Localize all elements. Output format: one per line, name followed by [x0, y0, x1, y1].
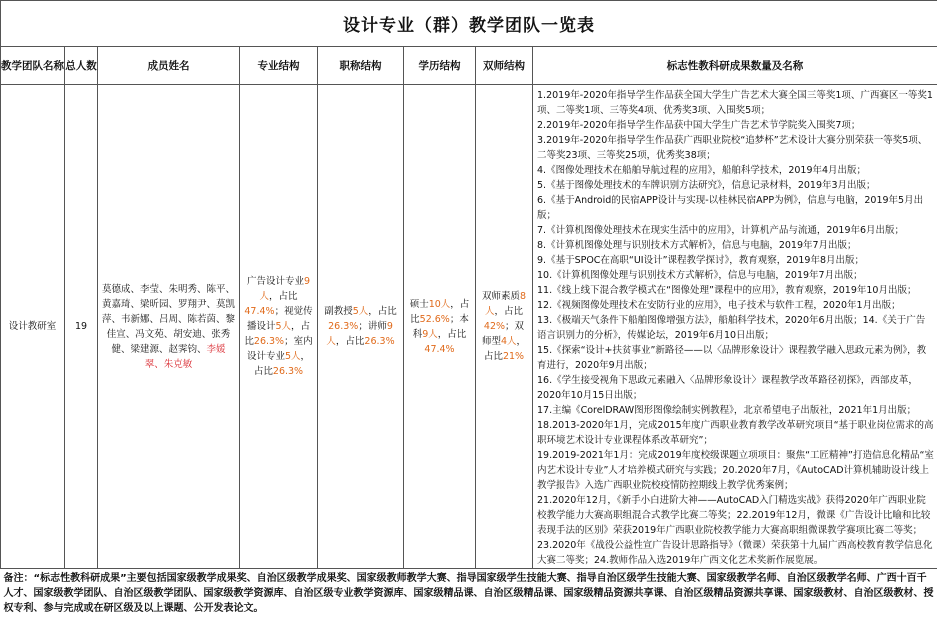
dual-part: 4人	[501, 336, 517, 347]
achievement-item: 8.《计算机图像处理与识别技术方式解析》，信息与电脑，2019年7月出版；	[537, 238, 934, 253]
header-total: 总人数	[65, 47, 98, 85]
title-part: 26.3%	[328, 321, 358, 332]
dual-part: 8人	[485, 291, 526, 317]
education-part: 硕士	[410, 299, 429, 310]
header-members: 成员姓名	[98, 47, 240, 85]
title-part: ，占比	[336, 336, 365, 347]
education-part: ；本科	[413, 314, 469, 340]
title-part: 5人	[353, 306, 369, 317]
dual-part: 21%	[503, 351, 524, 362]
major-part: 47.4%	[244, 306, 274, 317]
header-achievements: 标志性教科研成果数量及名称	[533, 47, 937, 85]
achievement-item: 12.《视频图像处理技术在安防行业的应用》，电子技术与软件工程，2020年1月出版；	[537, 298, 934, 313]
members-cell	[98, 85, 240, 569]
achievements-cell	[533, 85, 937, 569]
achievement-item: 4.《图像处理技术在船舶导航过程的应用》，船舶科学技术，2019年4月出版；	[537, 163, 934, 178]
header-title-structure: 职称结构	[318, 47, 404, 85]
major-part: ；视觉传播设计	[247, 306, 313, 332]
header-education-structure: 学历结构	[404, 47, 476, 85]
achievement-item: 15.《探索“设计+扶贫事业”新路径——以〈品牌形象设计〉课程教学融入思政元素为例》，教育进行，2020年9月出版；	[537, 343, 934, 373]
dual-part: 42%	[484, 321, 505, 332]
achievement-item: 11.《线上线下混合教学模式在“图像处理”课程中的应用》，教育观察，2019年10月出版；	[537, 283, 934, 298]
page-title: 设计专业（群）教学团队一览表	[1, 1, 937, 47]
major-part: ，占比	[244, 321, 310, 347]
dual-part: 双师素质	[482, 291, 520, 302]
major-part: 5人	[275, 321, 291, 332]
title-part: 26.3%	[364, 336, 394, 347]
major-part: 26.3%	[273, 366, 303, 377]
achievement-item: 10.《计算机图像处理与识别技术方式解析》，信息与电脑，2019年7月出版；	[537, 268, 934, 283]
members-new-text: 李媛翠、朱克敏	[145, 344, 226, 370]
title-part: ，占比	[368, 306, 397, 317]
achievement-item: 9.《基于SPOC在高职“UI设计”课程教学探讨》，教育观察，2019年8月出版；	[537, 253, 934, 268]
title-part: 副教授	[324, 306, 353, 317]
dual-part: ，占比	[495, 306, 524, 317]
achievement-item: 2.2019年-2020年指导学生作品获中国大学生广告艺术节学院奖入围奖7项；	[537, 118, 934, 133]
major-part: ，占比	[269, 291, 298, 302]
education-structure-cell	[404, 85, 476, 569]
title-structure-cell	[318, 85, 404, 569]
education-part: 52.6%	[420, 314, 450, 325]
major-structure-cell	[240, 85, 318, 569]
major-part: 5人	[285, 351, 301, 362]
achievement-item: 3.2019年-2020年指导学生作品获广西职业院校“追梦杯”艺术设计大赛分别荣获一等奖5项、二等奖23项、三等奖25项，优秀奖38项；	[537, 133, 934, 163]
dual-part: ，占比	[484, 336, 526, 362]
major-part: 26.3%	[254, 336, 284, 347]
major-part: ，占比	[254, 351, 310, 377]
achievement-item: 13.《极端天气条件下船舶图像增强方法》，船舶科学技术，2020年6月出版；14.《关于广告语言识别力的分析》，传媒论坛，2019年6月10日出版；	[537, 313, 934, 343]
major-part: 广告设计专业	[247, 276, 304, 287]
achievement-item: 7.《计算机图像处理技术在现实生活中的应用》，计算机产品与流通，2019年6月出版；	[537, 223, 934, 238]
achievement-item: 6.《基于Android的民宿APP设计与实现-以桂林民宿APP为例》，信息与电脑，2019年5月出版；	[537, 193, 934, 223]
footnote: 备注：“标志性教科研成果”主要包括国家级教学成果奖、自治区级教学成果奖、国家级教师教学大赛、指导国家级学生技能大赛、指导自治区级学生技能大赛、国家级教学名师、自治区级教学名师、广西十百千人才、国家级教学团队、自治区级教学团队、国家级教学资源库、自治区级专业教学资源库、国家级精品课、自治区级精品课、国家级精品资源共享课、自治区级精品资源共享课、国家级教材、自治区级教材、授权专利、参与完成或在研区级及以上课题、公开发表论文。	[1, 569, 937, 623]
achievement-item: 5.《基于图像处理技术的车牌识别方法研究》，信息记录材料，2019年3月出版；	[537, 178, 934, 193]
members-text: 莫德成、李莹、朱明秀、陈平、黄嘉琦、梁昕园、罗翔尹、莫凯萍、韦新娜、吕周、陈若茵、黎佳宣、冯文苑、胡安迪、张秀健、梁建源、赵霁钧、	[102, 284, 235, 355]
header-dual-structure: 双师结构	[476, 47, 533, 85]
achievement-item: 19.2019-2021年1月：完成2019年度校级课题立项项目：聚焦“工匠精神”打造信息化精品“室内艺术设计专业”人才培养模式研究与实践；20.2020年7月，《AutoCAD计算机辅助设计线上教学报告》入选广西职业院校疫情防控期线上教学优秀案例；	[537, 448, 934, 493]
achievement-item: 21.2020年12月，《新手小白进阶大神——AutoCAD入门精选实战》获得2020年广西职业院校教学能力大赛高职组混合式教学比赛二等奖；22.2019年12月，微课《广告设计比喻和比较表现手法的区别》荣获2019年广西职业院校教学能力大赛高职组微课教学赛项比赛二等奖；23.2020年《战役公益性宣广告设计思路指导》（微课）荣获第十九届广西高校教育教学信息化大赛二等奖；24.教师作品入选2019年广西文化艺术奖新作展览展。	[537, 493, 934, 568]
education-part: ，占比	[438, 329, 467, 340]
dual-structure-cell	[476, 85, 533, 569]
major-part: ；室内设计专业	[247, 336, 313, 362]
major-part: 9人	[259, 276, 310, 302]
achievement-item: 1.2019年-2020年指导学生作品获全国大学生广告艺术大赛全国三等奖1项、广西赛区一等奖1项、二等奖1项、三等奖4项、优秀奖3项、入围奖5项；	[537, 88, 934, 118]
total-cell: 19	[65, 85, 98, 569]
title-part: ；讲师	[358, 321, 387, 332]
dual-part: ；双师型	[482, 321, 524, 347]
achievement-item: 16.《学生接受视角下思政元素融入〈品牌形象设计〉课程教学改革路径初探》，西部皮革，2020年10月15日出版；	[537, 373, 934, 403]
achievement-item: 17.主编《CorelDRAW图形图像绘制实例教程》，北京希望电子出版社，2021年1月出版；18.2013-2020年1月，完成2015年度广西职业教育教学改革研究项目“基于职业岗位需求的高职环境艺术设计专业课程体系改革研究”；	[537, 403, 934, 448]
header-major-structure: 专业结构	[240, 47, 318, 85]
team-name-cell: 设计教研室	[1, 85, 65, 569]
education-part: 47.4%	[424, 344, 454, 355]
header-team-name: 教学团队名称	[1, 47, 65, 85]
education-part: 10人	[429, 299, 451, 310]
education-part: 9人	[422, 329, 438, 340]
education-part: ，占比	[410, 299, 469, 325]
title-part: 9人	[326, 321, 392, 347]
